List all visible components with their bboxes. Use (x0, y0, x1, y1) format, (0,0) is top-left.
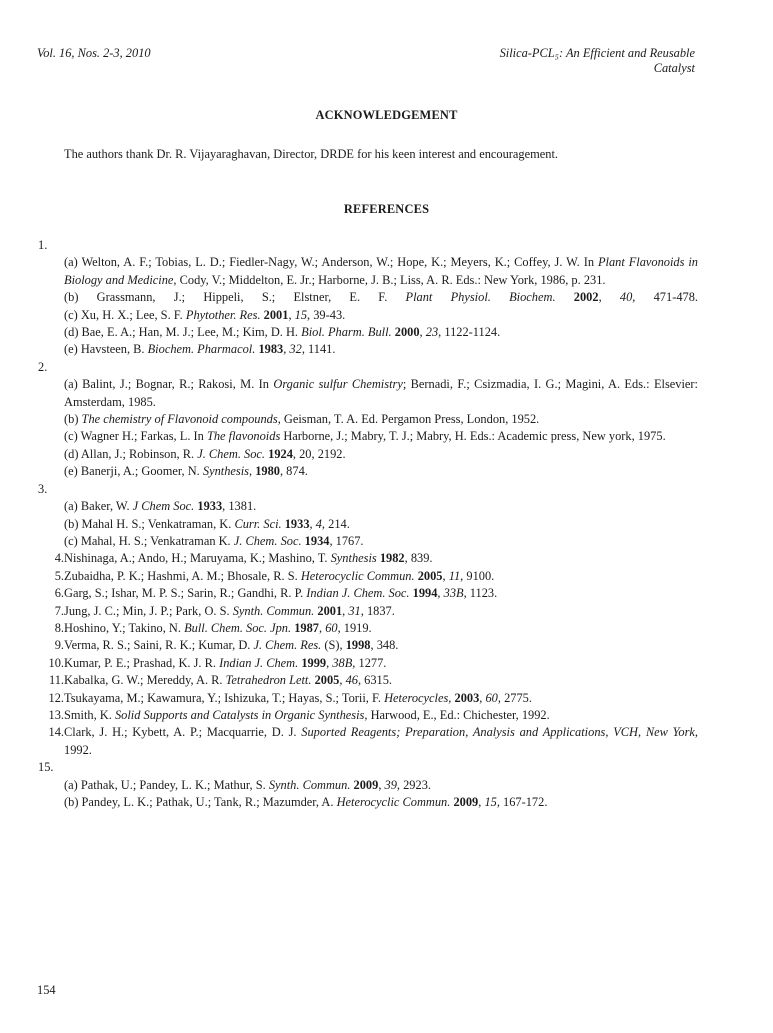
running-header-right-line2: Catalyst (653, 61, 695, 75)
reference-list (38, 237, 698, 811)
reference-1e: (e) Havsteen, B. Biochem. Pharmacol. 1983, 32, 1141. (64, 342, 336, 357)
reference-2c: (c) Wagner H.; Farkas, L. In The flavonoids Harborne, J.; Mabry, T. J.; Mabry, H. Eds.: Academic press, New york, 1975. (64, 429, 666, 444)
running-header-right (500, 46, 695, 76)
reference-1b: (b) Grassmann, J.; Hippeli, S.; Elstner, E. F. Plant Physiol. Biochem. 2002, 40, 471-478. (64, 290, 699, 305)
reference-10: 10.Kumar, P. E.; Prashad, K. J. R. Indian J. Chem. 1999, 38B, 1277. (48, 655, 387, 670)
references-heading: REFERENCES (343, 202, 430, 216)
reference-3-number: 3. (38, 481, 48, 496)
acknowledgement-text: The authors thank Dr. R. Vijayaraghavan, Director, DRDE for his keen interest and encouragement. (64, 147, 558, 161)
reference-14: 14.Clark, J. H.; Kybett, A. P.; Macquarrie, D. J. Suported Reagents; Preparation, Analysis and Applications, VCH, New York, 1992. (48, 725, 698, 757)
reference-1d: (d) Bae, E. A.; Han, M. J.; Lee, M.; Kim, D. H. Biol. Pharm. Bull. 2000, 23, 1122-1124. (64, 325, 501, 340)
reference-1-number: 1. (38, 238, 48, 252)
reference-2b: (b) The chemistry of Flavonoid compounds, Geisman, T. A. Ed. Pergamon Press, London, 1952. (64, 412, 540, 427)
reference-15-number: 15. (38, 760, 54, 775)
reference-2-number: 2. (38, 359, 48, 374)
reference-7: 7.Jung, J. C.; Min, J. P.; Park, O. S. Synth. Commun. 2001, 31, 1837. (54, 603, 395, 618)
reference-2e: (e) Banerji, A.; Goomer, N. Synthesis, 1980, 874. (64, 464, 308, 479)
reference-13: 13.Smith, K. Solid Supports and Catalysts in Organic Synthesis, Harwood, E., Ed.: Chichester, 1992. (48, 707, 550, 722)
reference-15a: (a) Pathak, U.; Pandey, L. K.; Mathur, S. Synth. Commun. 2009, 39, 2923. (64, 777, 431, 792)
reference-2a: (a) Balint, J.; Bognar, R.; Rakosi, M. In Organic sulfur Chemistry; Bernadi, F.; Csizmadia, I. G.; Magini, A. Eds.: Elsevier: Amsterdam, 1985. (64, 377, 698, 409)
page-number: 154 (37, 983, 56, 997)
reference-3b: (b) Mahal H. S.; Venkatraman, K. Curr. Sci. 1933, 4, 214. (64, 516, 350, 531)
reference-3c: (c) Mahal, H. S.; Venkatraman K. J. Chem. Soc. 1934, 1767. (64, 533, 364, 548)
reference-5: 5.Zubaidha, P. K.; Hashmi, A. M.; Bhosale, R. S. Heterocyclic Commun. 2005, 11, 9100. (54, 568, 495, 583)
reference-12: 12.Tsukayama, M.; Kawamura, Y.; Ishizuka, T.; Hayas, S.; Torii, F. Heterocycles, 2003, 60, 2775. (48, 690, 532, 705)
reference-11: 11.Kabalka, G. W.; Mereddy, A. R. Tetrahedron Lett. 2005, 46, 6315. (48, 673, 393, 688)
reference-8: 8.Hoshino, Y.; Takino, N. Bull. Chem. Soc. Jpn. 1987, 60, 1919. (54, 620, 372, 635)
running-header-right-line1: Silica-PCL₅: An Efficient and Reusable (499, 46, 695, 60)
reference-1a: (a) Welton, A. F.; Tobias, L. D.; Fiedler-Nagy, W.; Anderson, W.; Hope, K.; Meyers, K.; Coffey, J. W. In Plant Flavonoids in Biology and Medicine, Cody, V.; Middelton, E. Jr.; Harborne, J. B.; Liss, A. R. Eds.: New York, 1986, p. 231. (64, 255, 699, 287)
reference-4: 4.Nishinaga, A.; Ando, H.; Maruyama, K.; Mashino, T. Synthesis 1982, 839. (54, 551, 433, 566)
reference-3a: (a) Baker, W. J Chem Soc. 1933, 1381. (64, 499, 257, 514)
reference-9: 9.Verma, R. S.; Saini, R. K.; Kumar, D. J. Chem. Res. (S), 1998, 348. (54, 638, 399, 653)
reference-1c: (c) Xu, H. X.; Lee, S. F. Phytother. Res. 2001, 15, 39-43. (64, 307, 346, 322)
running-header-left: Vol. 16, Nos. 2-3, 2010 (37, 46, 151, 60)
acknowledgement-heading: ACKNOWLEDGEMENT (315, 108, 458, 122)
reference-6: 6.Garg, S.; Ishar, M. P. S.; Sarin, R.; Gandhi, R. P. Indian J. Chem. Soc. 1994, 33B, 1123. (54, 586, 498, 601)
reference-2d: (d) Allan, J.; Robinson, R. J. Chem. Soc. 1924, 20, 2192. (64, 446, 346, 461)
reference-15b: (b) Pandey, L. K.; Pathak, U.; Tank, R.; Mazumder, A. Heterocyclic Commun. 2009, 15, 167-172. (64, 795, 548, 809)
